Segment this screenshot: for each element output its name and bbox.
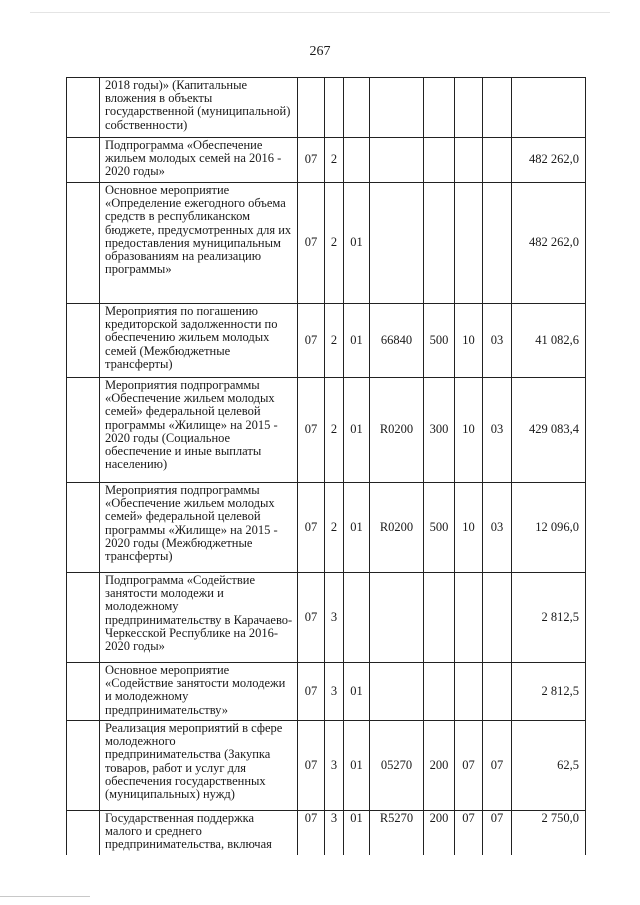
subprogram-cell: 01	[344, 721, 370, 811]
name-cell: Мероприятия по погашению кредиторской задолженности по обеспечению жильем молодых семей (Межбюджетные трансферты)	[100, 304, 298, 378]
amount-cell: 2 750,0	[512, 811, 586, 855]
budget-table	[66, 77, 586, 855]
section-cell	[298, 78, 325, 138]
subsection-cell: 07	[483, 811, 512, 855]
chapter-cell: 10	[455, 378, 483, 483]
table-row	[67, 721, 586, 811]
table-row	[67, 483, 586, 573]
chapter-cell: 10	[455, 304, 483, 378]
expense-type-cell	[424, 573, 455, 663]
section-cell: 07	[298, 378, 325, 483]
amount-cell: 62,5	[512, 721, 586, 811]
index-cell	[67, 483, 100, 573]
name-cell: Основное мероприятие «Содействие занятости молодежи и молодежному предпринимательству»	[100, 663, 298, 721]
section-cell: 07	[298, 573, 325, 663]
subprogram-cell: 01	[344, 304, 370, 378]
subsection-cell: 03	[483, 483, 512, 573]
chapter-cell: 10	[455, 483, 483, 573]
target-cell: R0200	[370, 378, 424, 483]
subsection-cell	[483, 663, 512, 721]
name-cell: 2018 годы)» (Капитальные вложения в объекты государственной (муниципальной) собственности)	[100, 78, 298, 138]
index-cell	[67, 378, 100, 483]
subsection-cell	[483, 138, 512, 183]
subsection-cell: 03	[483, 304, 512, 378]
scan-artifact-bottom	[0, 896, 90, 897]
name-cell: Реализация мероприятий в сфере молодежного предпринимательства (Закупка товаров, работ и услуг для обеспечения государственных (муниципальных) нужд)	[100, 721, 298, 811]
amount-cell: 2 812,5	[512, 663, 586, 721]
section-cell: 07	[298, 811, 325, 855]
program-cell: 2	[325, 138, 344, 183]
expense-type-cell: 500	[424, 483, 455, 573]
chapter-cell	[455, 138, 483, 183]
amount-cell: 12 096,0	[512, 483, 586, 573]
page-number: 267	[309, 44, 331, 59]
subprogram-cell	[344, 78, 370, 138]
chapter-cell	[455, 78, 483, 138]
subsection-cell	[483, 573, 512, 663]
table-row	[67, 78, 586, 138]
index-cell	[67, 663, 100, 721]
name-cell: Мероприятия подпрограммы «Обеспечение жильем молодых семей» федеральной целевой программы «Жилище» на 2015 - 2020 годы (Межбюджетные трансферты)	[100, 483, 298, 573]
target-cell	[370, 138, 424, 183]
section-cell: 07	[298, 663, 325, 721]
name-cell: Подпрограмма «Обеспечение жильем молодых семей на 2016 - 2020 годы»	[100, 138, 298, 183]
subsection-cell: 07	[483, 721, 512, 811]
table-row	[67, 138, 586, 183]
index-cell	[67, 78, 100, 138]
section-cell: 07	[298, 183, 325, 304]
scan-artifact-top	[30, 12, 610, 13]
index-cell	[67, 183, 100, 304]
index-cell	[67, 138, 100, 183]
expense-type-cell	[424, 663, 455, 721]
index-cell	[67, 573, 100, 663]
name-cell: Мероприятия подпрограммы «Обеспечение жильем молодых семей» федеральной целевой программы «Жилище» на 2015 - 2020 годы (Социальное обеспечение и иные выплаты населению)	[100, 378, 298, 483]
program-cell: 3	[325, 811, 344, 855]
expense-type-cell: 500	[424, 304, 455, 378]
program-cell: 2	[325, 304, 344, 378]
amount-cell: 482 262,0	[512, 138, 586, 183]
section-cell: 07	[298, 138, 325, 183]
table-row	[67, 811, 586, 855]
table-row	[67, 663, 586, 721]
name-cell: Подпрограмма «Содействие занятости молодежи и молодежному предпринимательству в Карачаево-Черкесской Республике на 2016-2020 годы»	[100, 573, 298, 663]
amount-cell: 41 082,6	[512, 304, 586, 378]
program-cell: 3	[325, 663, 344, 721]
subprogram-cell: 01	[344, 663, 370, 721]
program-cell: 3	[325, 573, 344, 663]
target-cell: 66840	[370, 304, 424, 378]
program-cell: 2	[325, 183, 344, 304]
amount-cell: 429 083,4	[512, 378, 586, 483]
subprogram-cell	[344, 573, 370, 663]
target-cell: 05270	[370, 721, 424, 811]
target-cell	[370, 78, 424, 138]
expense-type-cell: 300	[424, 378, 455, 483]
program-cell	[325, 78, 344, 138]
program-cell: 2	[325, 483, 344, 573]
expense-type-cell	[424, 183, 455, 304]
chapter-cell: 07	[455, 721, 483, 811]
subsection-cell	[483, 78, 512, 138]
index-cell	[67, 304, 100, 378]
expense-type-cell	[424, 138, 455, 183]
program-cell: 3	[325, 721, 344, 811]
program-cell: 2	[325, 378, 344, 483]
expense-type-cell: 200	[424, 811, 455, 855]
name-cell: Основное мероприятие «Определение ежегодного объема средств в республиканском бюджете, предусмотренных для их предоставления муниципальным образованиям на реализацию программы»	[100, 183, 298, 304]
section-cell: 07	[298, 483, 325, 573]
subprogram-cell: 01	[344, 183, 370, 304]
chapter-cell	[455, 183, 483, 304]
table-row	[67, 378, 586, 483]
table-row	[67, 304, 586, 378]
target-cell: R5270	[370, 811, 424, 855]
subprogram-cell: 01	[344, 378, 370, 483]
amount-cell	[512, 78, 586, 138]
subprogram-cell: 01	[344, 483, 370, 573]
target-cell	[370, 183, 424, 304]
table-row	[67, 183, 586, 304]
target-cell	[370, 663, 424, 721]
table-row	[67, 573, 586, 663]
chapter-cell	[455, 573, 483, 663]
subprogram-cell	[344, 138, 370, 183]
name-cell: Государственная поддержка малого и среднего предпринимательства, включая	[100, 811, 298, 855]
expense-type-cell	[424, 78, 455, 138]
index-cell	[67, 811, 100, 855]
section-cell: 07	[298, 721, 325, 811]
chapter-cell: 07	[455, 811, 483, 855]
amount-cell: 2 812,5	[512, 573, 586, 663]
index-cell	[67, 721, 100, 811]
section-cell: 07	[298, 304, 325, 378]
table-body	[67, 78, 586, 855]
subsection-cell	[483, 183, 512, 304]
expense-type-cell: 200	[424, 721, 455, 811]
subsection-cell: 03	[483, 378, 512, 483]
subprogram-cell: 01	[344, 811, 370, 855]
amount-cell: 482 262,0	[512, 183, 586, 304]
chapter-cell	[455, 663, 483, 721]
target-cell	[370, 573, 424, 663]
target-cell: R0200	[370, 483, 424, 573]
